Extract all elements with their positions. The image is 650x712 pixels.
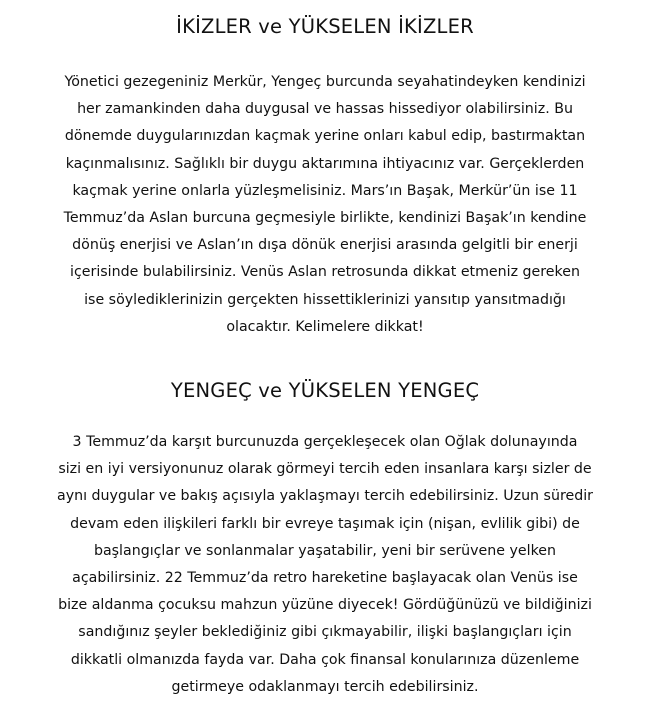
body-line: açabilirsiniz. 22 Temmuz’da retro hareketine başlayacak olan Venüs ise bbox=[72, 569, 578, 586]
body-line: dikkatli olmanızda fayda var. Daha çok finansal konularınıza düzenleme bbox=[70, 651, 580, 668]
body-line: devam eden ilişkileri farklı bir evreye taşımak için (nişan, evlilik gibi) de bbox=[70, 515, 580, 532]
body-line: her zamankinden daha duygusal ve hassas hissediyor olabilirsiniz. Bu bbox=[77, 101, 573, 118]
body-line: bize aldanma çocuksu mahzun yüzüne diyecek! Gördüğünüzü ve bildiğinizi bbox=[58, 597, 592, 614]
body-line: Temmuz’da Aslan burcuna geçmesiyle birlikte, kendinizi Başak’ın kendine bbox=[63, 209, 587, 226]
body-line: Yönetici gezegeniniz Merkür, Yengeç burcunda seyahatindeyken kendinizi bbox=[64, 74, 586, 90]
body-line: olacaktır. Kelimelere dikkat! bbox=[226, 318, 424, 335]
body-line: dönüş enerjisi ve Aslan’ın dışa dönük enerjisi arasında gelgitli bir enerji bbox=[72, 237, 578, 254]
body-line: getirmeye odaklanmayı tercih edebilirsiniz. bbox=[171, 678, 479, 695]
body-line: kaçmak yerine onlarla yüzleşmelisiniz. Mars’ın Başak, Merkür’ün ise 11 bbox=[72, 182, 578, 199]
section-title-yengec: YENGEÇ ve YÜKSELEN YENGEÇ bbox=[170, 379, 480, 402]
body-line: sandığınız şeyler beklediğiniz gibi çıkmayabilir, ilişki başlangıçları için bbox=[78, 624, 572, 641]
body-line: başlangıçlar ve sonlanmalar yaşatabilir, yeni bir serüvene yelken bbox=[93, 542, 557, 559]
section-body-yengec bbox=[0, 429, 650, 701]
body-line: 3 Temmuz’da karşıt burcunuzda gerçekleşecek olan Oğlak dolunayında bbox=[72, 434, 578, 450]
body-line: kaçınmalısınız. Sağlıklı bir duygu aktarımına ihtiyacınız var. Gerçeklerden bbox=[65, 155, 585, 172]
section-body-ikizler bbox=[0, 69, 650, 341]
body-line: ise söylediklerinizin gerçekten hissettiklerinizi yansıtıp yansıtmadığı bbox=[84, 291, 566, 308]
section-title-ikizler: İKİZLER ve YÜKSELEN İKİZLER bbox=[176, 15, 474, 38]
body-line: sizi en iyi versiyonunuz olarak görmeyi tercih eden insanlara karşı sizler de bbox=[58, 461, 592, 478]
body-line: içerisinde bulabilirsiniz. Venüs Aslan retrosunda dikkat etmeniz gereken bbox=[70, 264, 580, 281]
body-line: aynı duygular ve bakış açısıyla yaklaşmayı tercih edebilirsiniz. Uzun süredir bbox=[57, 488, 593, 505]
body-line: dönemde duygularınızdan kaçmak yerine onları kabul edip, bastırmaktan bbox=[64, 128, 586, 145]
